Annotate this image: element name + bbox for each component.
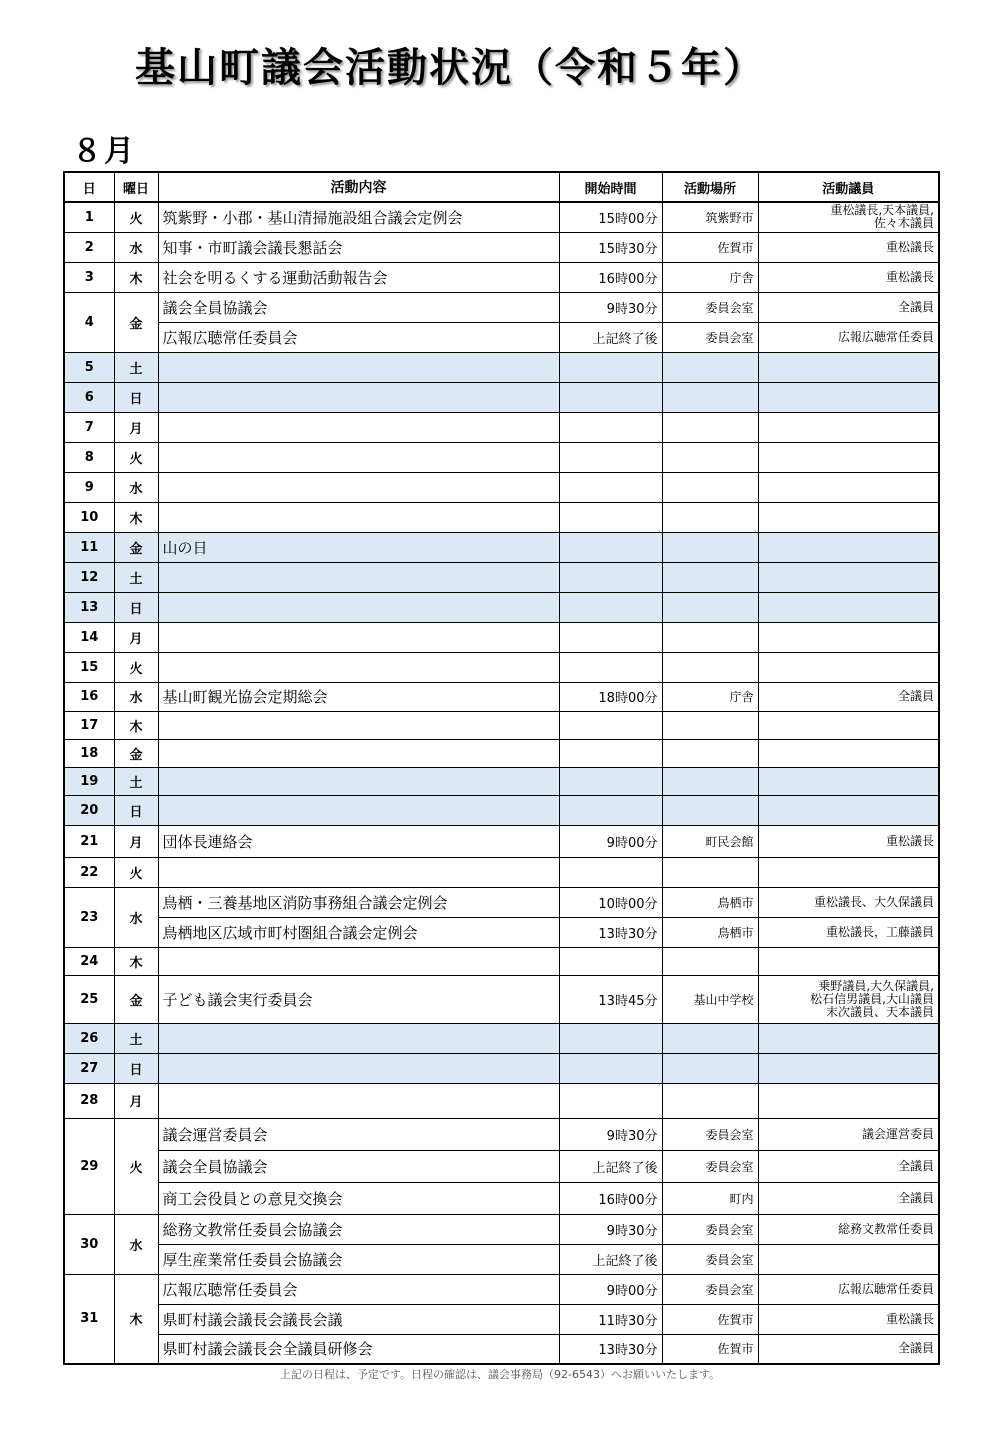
table-row [64,1334,939,1364]
activity-place: 筑紫野市 [662,202,758,232]
weekday: 土 [114,562,158,592]
weekday: 日 [114,1053,158,1083]
start-time [559,795,662,825]
activity-members [758,1083,939,1118]
weekday: 日 [114,592,158,622]
start-time: 13時45分 [559,975,662,1023]
table-header-row [64,172,939,202]
activity-place [662,592,758,622]
weekday: 金 [114,292,158,352]
start-time: 上記終了後 [559,1244,662,1274]
activity-members [758,739,939,767]
table-row [64,652,939,682]
activity-members [758,382,939,412]
start-time [559,1083,662,1118]
activity-content [158,562,559,592]
activity-members [758,622,939,652]
activity-members: 重松議長 [758,825,939,857]
start-time [559,1023,662,1053]
day-number: 7 [64,412,114,442]
weekday: 火 [114,442,158,472]
start-time: 9時30分 [559,1214,662,1244]
activity-members: 全議員 [758,1182,939,1214]
activity-members [758,1053,939,1083]
table-row [64,1244,939,1274]
table-row [64,1182,939,1214]
activity-place [662,532,758,562]
weekday: 日 [114,382,158,412]
table-row [64,382,939,412]
weekday: 月 [114,825,158,857]
start-time [559,532,662,562]
activity-content: 総務文教常任委員会協議会 [158,1214,559,1244]
activity-members [758,472,939,502]
weekday: 金 [114,739,158,767]
header-start-time: 開始時間 [559,172,662,202]
header-place: 活動場所 [662,172,758,202]
activity-members [758,412,939,442]
activity-place [662,767,758,795]
activity-members [758,947,939,975]
activity-content [158,1053,559,1083]
schedule-table [63,171,940,1365]
table-row [64,1214,939,1244]
activity-place: 委員会室 [662,1118,758,1150]
page-title: 基山町議会活動状況（令和５年） [135,45,765,91]
activity-content: 鳥栖地区広域市町村圏組合議会定例会 [158,917,559,947]
day-number: 15 [64,652,114,682]
header-weekday: 曜日 [114,172,158,202]
day-number: 16 [64,682,114,711]
activity-members [758,1244,939,1274]
table-row [64,202,939,232]
table-row [64,292,939,322]
activity-content [158,767,559,795]
activity-members [758,767,939,795]
day-number: 29 [64,1118,114,1214]
table-row [64,232,939,262]
activity-place: 町内 [662,1182,758,1214]
header-members: 活動議員 [758,172,939,202]
table-row [64,622,939,652]
day-number: 5 [64,352,114,382]
day-number: 26 [64,1023,114,1053]
table-row [64,412,939,442]
table-row [64,472,939,502]
day-number: 6 [64,382,114,412]
activity-place: 庁舎 [662,682,758,711]
activity-members: 重松議長 [758,1304,939,1334]
start-time: 11時30分 [559,1304,662,1334]
activity-members: 総務文教常任委員 [758,1214,939,1244]
table-row [64,1150,939,1182]
table-row [64,795,939,825]
activity-place: 基山中学校 [662,975,758,1023]
activity-place [662,795,758,825]
table-row [64,682,939,711]
activity-content [158,592,559,622]
weekday: 水 [114,472,158,502]
activity-members: 全議員 [758,292,939,322]
weekday: 水 [114,682,158,711]
start-time [559,562,662,592]
weekday: 金 [114,975,158,1023]
activity-members: 重松議長、大久保議員 [758,887,939,917]
start-time [559,739,662,767]
activity-members [758,711,939,739]
weekday: 火 [114,857,158,887]
activity-content: 議会運営委員会 [158,1118,559,1150]
day-number: 8 [64,442,114,472]
day-number: 30 [64,1214,114,1274]
activity-place [662,1083,758,1118]
table-row [64,322,939,352]
activity-place: 委員会室 [662,322,758,352]
activity-members: 重松議長 [758,232,939,262]
activity-place [662,562,758,592]
weekday: 月 [114,1083,158,1118]
start-time: 9時00分 [559,825,662,857]
start-time [559,652,662,682]
weekday: 水 [114,887,158,947]
table-row [64,502,939,532]
table-row [64,825,939,857]
day-number: 28 [64,1083,114,1118]
day-number: 1 [64,202,114,232]
activity-place: 庁舎 [662,262,758,292]
table-row [64,1274,939,1304]
table-row [64,1083,939,1118]
table-row [64,1118,939,1150]
start-time [559,767,662,795]
start-time: 16時00分 [559,1182,662,1214]
start-time: 13時30分 [559,917,662,947]
day-number: 24 [64,947,114,975]
activity-members: 重松議長,天本議員, 佐々木議員 [758,202,939,232]
activity-content: 県町村議会議長会議長会議 [158,1304,559,1334]
activity-place [662,1053,758,1083]
table-row [64,532,939,562]
start-time [559,382,662,412]
activity-members: 乗野議員,大久保議員, 松石信男議員,大山議員 末次議員、天本議員 [758,975,939,1023]
activity-members [758,562,939,592]
activity-content: 県町村議会議長会全議員研修会 [158,1334,559,1364]
activity-place: 佐賀市 [662,1334,758,1364]
activity-place: 鳥栖市 [662,917,758,947]
activity-place: 町民会館 [662,825,758,857]
start-time: 13時30分 [559,1334,662,1364]
activity-members: 広報広聴常任委員 [758,1274,939,1304]
table-row [64,887,939,917]
start-time: 18時00分 [559,682,662,711]
day-number: 14 [64,622,114,652]
activity-place [662,502,758,532]
start-time: 15時30分 [559,232,662,262]
activity-content: 知事・市町議会議長懇話会 [158,232,559,262]
activity-content [158,947,559,975]
day-number: 12 [64,562,114,592]
day-number: 17 [64,711,114,739]
activity-content: 厚生産業常任委員会協議会 [158,1244,559,1274]
activity-members: 広報広聴常任委員 [758,322,939,352]
activity-content: 基山町観光協会定期総会 [158,682,559,711]
activity-place [662,739,758,767]
activity-members [758,652,939,682]
activity-content: 商工会役員との意見交換会 [158,1182,559,1214]
header-content: 活動内容 [158,172,559,202]
table-row [64,711,939,739]
weekday: 土 [114,352,158,382]
start-time [559,857,662,887]
activity-members [758,1023,939,1053]
activity-content [158,352,559,382]
activity-members: 全議員 [758,1334,939,1364]
day-number: 22 [64,857,114,887]
weekday: 木 [114,1274,158,1364]
activity-place: 佐賀市 [662,232,758,262]
table-row [64,562,939,592]
weekday: 火 [114,652,158,682]
activity-content: 団体長連絡会 [158,825,559,857]
activity-members: 全議員 [758,682,939,711]
activity-content: 鳥栖・三養基地区消防事務組合議会定例会 [158,887,559,917]
activity-place: 委員会室 [662,292,758,322]
day-number: 10 [64,502,114,532]
activity-members: 重松議長，工藤議員 [758,917,939,947]
activity-place [662,652,758,682]
weekday: 月 [114,622,158,652]
day-number: 21 [64,825,114,857]
weekday: 火 [114,202,158,232]
start-time: 16時00分 [559,262,662,292]
table-row [64,767,939,795]
weekday: 木 [114,947,158,975]
start-time [559,1053,662,1083]
activity-place: 委員会室 [662,1244,758,1274]
footer-note: 上記の日程は、予定です。日程の確認は、議会事務局（92-6543）へお願いいたします。 [279,1368,721,1381]
table-row [64,739,939,767]
start-time: 9時30分 [559,1118,662,1150]
header-day: 日 [64,172,114,202]
activity-content: 広報広聴常任委員会 [158,1274,559,1304]
table-row [64,947,939,975]
day-number: 31 [64,1274,114,1364]
activity-content [158,1083,559,1118]
activity-members [758,857,939,887]
activity-content [158,382,559,412]
activity-place [662,711,758,739]
day-number: 20 [64,795,114,825]
activity-content [158,857,559,887]
activity-members: 全議員 [758,1150,939,1182]
start-time: 9時00分 [559,1274,662,1304]
activity-members [758,502,939,532]
activity-place [662,857,758,887]
table-row [64,857,939,887]
day-number: 13 [64,592,114,622]
start-time [559,442,662,472]
activity-content [158,795,559,825]
day-number: 3 [64,262,114,292]
activity-content [158,622,559,652]
activity-place [662,947,758,975]
start-time [559,502,662,532]
start-time [559,622,662,652]
activity-place [662,352,758,382]
weekday: 月 [114,412,158,442]
activity-content [158,652,559,682]
table-row [64,975,939,1023]
activity-members [758,442,939,472]
weekday: 火 [114,1118,158,1214]
weekday: 木 [114,262,158,292]
start-time [559,412,662,442]
table-row [64,442,939,472]
activity-place [662,442,758,472]
activity-place: 鳥栖市 [662,887,758,917]
weekday: 水 [114,1214,158,1274]
activity-content: 子ども議会実行委員会 [158,975,559,1023]
activity-content: 広報広聴常任委員会 [158,322,559,352]
table-row [64,1053,939,1083]
day-number: 9 [64,472,114,502]
start-time: 10時00分 [559,887,662,917]
start-time: 15時00分 [559,202,662,232]
start-time [559,947,662,975]
activity-content [158,739,559,767]
activity-place: 委員会室 [662,1150,758,1182]
activity-content [158,442,559,472]
day-number: 25 [64,975,114,1023]
activity-content [158,1023,559,1053]
activity-members: 重松議長 [758,262,939,292]
start-time: 上記終了後 [559,322,662,352]
activity-place: 佐賀市 [662,1304,758,1334]
activity-place [662,382,758,412]
day-number: 27 [64,1053,114,1083]
activity-place [662,1023,758,1053]
weekday: 金 [114,532,158,562]
activity-place: 委員会室 [662,1214,758,1244]
weekday: 土 [114,1023,158,1053]
table-row [64,1304,939,1334]
schedule-body [64,202,939,1364]
activity-content: 山の日 [158,532,559,562]
weekday: 日 [114,795,158,825]
table-row [64,1023,939,1053]
month-heading: ８月 [72,134,136,169]
start-time [559,711,662,739]
activity-content [158,472,559,502]
activity-content: 議会全員協議会 [158,292,559,322]
day-number: 11 [64,532,114,562]
activity-content [158,412,559,442]
activity-content [158,502,559,532]
day-number: 23 [64,887,114,947]
weekday: 水 [114,232,158,262]
start-time: 上記終了後 [559,1150,662,1182]
day-number: 19 [64,767,114,795]
day-number: 2 [64,232,114,262]
table-row [64,592,939,622]
weekday: 木 [114,711,158,739]
activity-place [662,622,758,652]
start-time [559,352,662,382]
table-row [64,917,939,947]
activity-members: 議会運営委員 [758,1118,939,1150]
weekday: 木 [114,502,158,532]
day-number: 4 [64,292,114,352]
activity-members [758,532,939,562]
activity-members [758,795,939,825]
activity-place [662,412,758,442]
activity-place [662,472,758,502]
activity-place: 委員会室 [662,1274,758,1304]
activity-members [758,592,939,622]
start-time [559,472,662,502]
day-number: 18 [64,739,114,767]
weekday: 土 [114,767,158,795]
activity-members [758,352,939,382]
start-time [559,592,662,622]
activity-content [158,711,559,739]
activity-content: 筑紫野・小郡・基山清掃施設組合議会定例会 [158,202,559,232]
activity-content: 社会を明るくする運動活動報告会 [158,262,559,292]
table-row [64,262,939,292]
start-time: 9時30分 [559,292,662,322]
activity-content: 議会全員協議会 [158,1150,559,1182]
table-row [64,352,939,382]
